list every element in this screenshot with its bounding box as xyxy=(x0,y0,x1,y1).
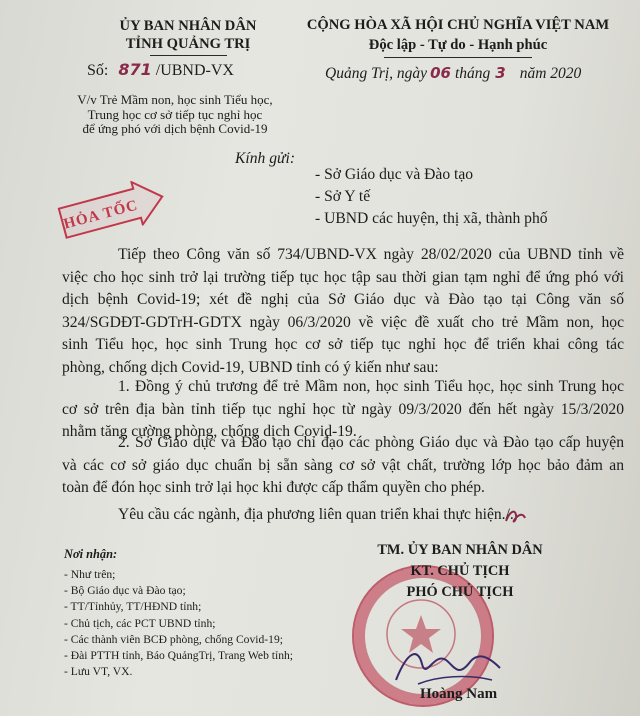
noi-nhan-title: Nơi nhận: xyxy=(64,547,118,561)
noi-nhan-item: - Đài PTTH tỉnh, Báo QuảngTrị, Trang Web tỉnh; xyxy=(64,649,294,663)
national-title: CỘNG HÒA XÃ HỘI CHỦ NGHĨA VIỆT NAM xyxy=(306,17,610,33)
subject-line: Trung học cơ sở tiếp tục nghỉ học xyxy=(87,106,263,122)
signature-block xyxy=(355,540,565,603)
body-paragraph-3 xyxy=(62,432,624,500)
body-line: và các cơ sở giáo dục chuẩn bị sẵn sàng cơ sở vật chất, trường lớp học bảo đảm an xyxy=(62,456,624,474)
body-line: cơ sở trên địa bàn tỉnh tiếp tục nghỉ học từ ngày 09/3/2020 đến hết ngày 15/3/2020 xyxy=(62,400,624,418)
noi-nhan-list xyxy=(64,567,354,680)
greeting: Kính gửi: xyxy=(235,150,296,167)
body-line: 2. Sở Giáo dục và Đào tạo chỉ đạo các phòng Giáo dục và Đào tạo cấp huyện xyxy=(118,434,624,451)
signature-line: KT. CHỦ TỊCH xyxy=(410,563,510,579)
document-number xyxy=(87,60,234,80)
noi-nhan-item: - Như trên; xyxy=(64,568,116,581)
subject-line: V/v Trẻ Mầm non, học sinh Tiểu học, xyxy=(77,92,273,107)
signature-line: TM. ỦY BAN NHÂN DÂN xyxy=(377,542,543,558)
recipient-item: - Sở Giáo dục và Đào tạo xyxy=(315,166,474,183)
recipient-list xyxy=(315,164,548,230)
header-left-rule xyxy=(150,55,227,56)
body-line: 1. Đồng ý chủ trương để trẻ Mầm non, học sinh Tiểu học, học sinh Trung học xyxy=(118,378,624,395)
national-motto: Độc lập - Tự do - Hạnh phúc xyxy=(368,37,548,53)
agency-name: ỦY BAN NHÂN DÂN xyxy=(119,18,257,34)
recipient-item: - UBND các huyện, thị xã, thành phố xyxy=(315,210,548,227)
signature-line: PHÓ CHỦ TỊCH xyxy=(406,584,514,600)
body-line: nhằm tăng cường phòng, chống dịch Covid-19. xyxy=(62,423,357,440)
noi-nhan-item: - Chủ tịch, các PCT UBND tỉnh; xyxy=(64,616,216,630)
initial-mark-icon xyxy=(503,505,529,527)
body-line: dịch bệnh Covid-19; xét đề nghị của Sở Giáo dục và Đào tạo tại Công văn số xyxy=(62,291,624,308)
body-line: sinh Tiểu học, học sinh Trung học cơ sở tiếp tục nghỉ học để triển khai công tác xyxy=(62,336,624,353)
noi-nhan-item: - Lưu VT, VX. xyxy=(64,665,133,679)
handwritten-signature-icon xyxy=(388,640,508,692)
date-line xyxy=(325,64,581,83)
noi-nhan-item: - Bộ Giáo dục và Đào tạo; xyxy=(64,584,186,598)
signer-name: Hoàng Nam xyxy=(420,686,498,702)
urgent-stamp xyxy=(54,174,170,246)
so-suffix: /UBND-VX xyxy=(155,62,234,79)
body-line: phòng, chống dịch Covid-19, UBND tỉnh có ý kiến như sau: xyxy=(62,358,439,376)
body-line: Tiếp theo Công văn số 734/UBND-VX ngày 28/02/2020 của UBND tỉnh về xyxy=(118,246,624,263)
body-line: toàn để đón học sinh trở lại học khi được cấp thẩm quyền cho phép. xyxy=(62,479,485,496)
body-paragraph-1 xyxy=(62,244,624,379)
noi-nhan-item: - Các thành viên BCĐ phòng, chống Covid-19; xyxy=(64,632,283,646)
province-name: TỈNH QUẢNG TRỊ xyxy=(125,36,251,52)
body-paragraph-4 xyxy=(118,506,514,524)
date-day-handwritten: 06 xyxy=(430,64,451,82)
so-label: Số: xyxy=(87,62,109,79)
date-month-handwritten: 3 xyxy=(495,64,506,82)
date-month-label: tháng xyxy=(454,65,491,82)
subject-line: để ứng phó với dịch bệnh Covid-19 xyxy=(82,121,268,136)
noi-nhan-item: - TT/Tỉnhủy, TT/HĐND tỉnh; xyxy=(64,600,202,614)
body-line: việc cho học sinh trở lại trường tiếp tục học tập sau thời gian tạm nghỉ để ứng phó với xyxy=(62,268,624,286)
date-place: Quảng Trị, ngày xyxy=(325,65,428,82)
body-line: 324/SGDĐT-GDTrH-GDTX ngày 06/3/2020 về việc đề xuất cho trẻ Mầm non, học xyxy=(62,313,624,331)
date-year: năm 2020 xyxy=(519,65,582,82)
so-number-handwritten: 871 xyxy=(118,60,152,79)
closing-line: Yêu cầu các ngành, địa phương liên quan triển khai thực hiện./. xyxy=(118,506,514,523)
urgent-stamp-label: HỎA TỐC xyxy=(61,197,140,233)
recipient-item: - Sở Y tế xyxy=(315,188,371,205)
header-right-rule xyxy=(384,57,532,58)
subject-block xyxy=(60,93,290,137)
